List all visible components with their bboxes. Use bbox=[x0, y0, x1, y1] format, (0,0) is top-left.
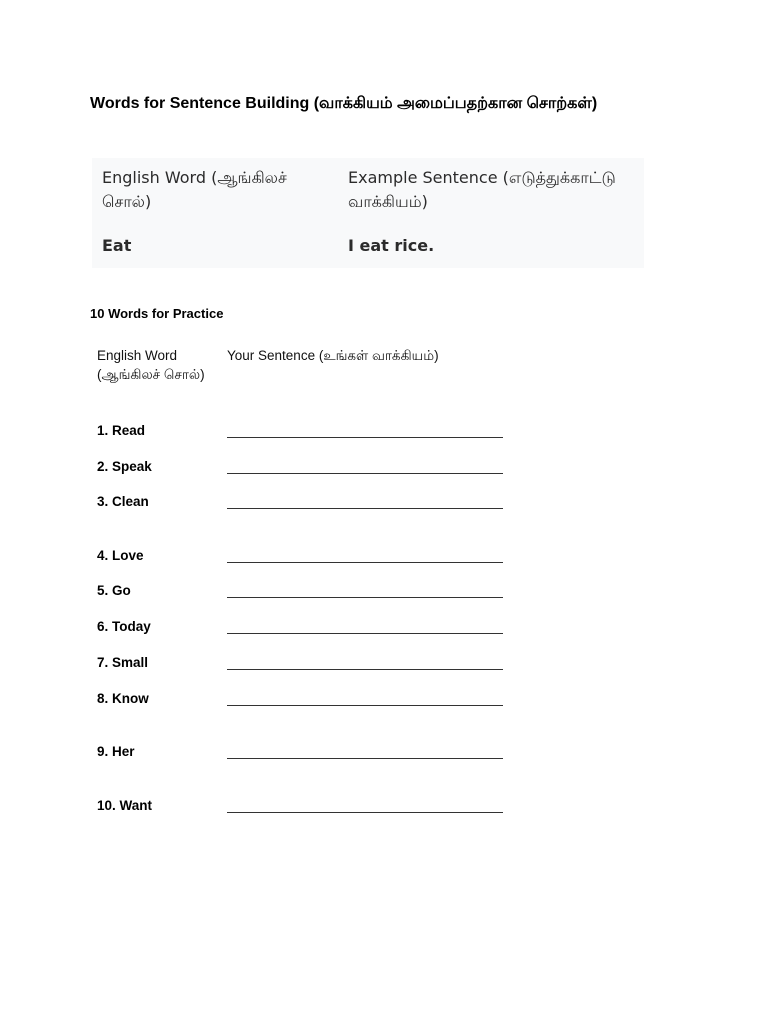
practice-word: 4. Love bbox=[97, 548, 144, 563]
practice-row bbox=[0, 691, 768, 711]
sentence-blank-line[interactable] bbox=[227, 562, 503, 563]
practice-col-sentence-header: Your Sentence (உங்கள் வாக்கியம்) bbox=[227, 348, 439, 363]
sentence-blank-line[interactable] bbox=[227, 758, 503, 759]
example-sentence: I eat rice. bbox=[348, 236, 435, 255]
practice-row bbox=[0, 548, 768, 568]
practice-row bbox=[0, 798, 768, 818]
practice-word: 9. Her bbox=[97, 744, 135, 759]
practice-row bbox=[0, 744, 768, 764]
page-title: Words for Sentence Building (வாக்கியம் அமைப்பதற்கான சொற்கள்) bbox=[90, 95, 598, 112]
practice-word: 2. Speak bbox=[97, 459, 152, 474]
example-col-english-header: English Word (ஆங்கிலச் சொல்) bbox=[102, 168, 287, 211]
sentence-blank-line[interactable] bbox=[227, 669, 503, 670]
practice-col-english-header: English Word (ஆங்கிலச் சொல்) bbox=[97, 348, 205, 382]
practice-row bbox=[0, 655, 768, 675]
sentence-blank-line[interactable] bbox=[227, 597, 503, 598]
sentence-blank-line[interactable] bbox=[227, 473, 503, 474]
sentence-blank-line[interactable] bbox=[227, 633, 503, 634]
practice-row bbox=[0, 619, 768, 639]
practice-title: 10 Words for Practice bbox=[90, 306, 224, 321]
practice-row bbox=[0, 494, 768, 514]
sentence-blank-line[interactable] bbox=[227, 705, 503, 706]
practice-row bbox=[0, 459, 768, 479]
example-word: Eat bbox=[102, 236, 132, 255]
sentence-blank-line[interactable] bbox=[227, 508, 503, 509]
practice-word: 1. Read bbox=[97, 423, 146, 438]
practice-word: 8. Know bbox=[97, 691, 149, 706]
example-table bbox=[92, 158, 644, 268]
practice-word: 5. Go bbox=[97, 583, 131, 598]
practice-row bbox=[0, 583, 768, 603]
practice-word: 3. Clean bbox=[97, 494, 149, 509]
practice-row bbox=[0, 423, 768, 443]
sentence-blank-line[interactable] bbox=[227, 437, 503, 438]
practice-word: 6. Today bbox=[97, 619, 151, 634]
example-col-sentence-header: Example Sentence (எடுத்துக்காட்டு வாக்கியம்) bbox=[348, 168, 616, 211]
practice-word: 7. Small bbox=[97, 655, 149, 670]
sentence-blank-line[interactable] bbox=[227, 812, 503, 813]
practice-word: 10. Want bbox=[97, 798, 153, 813]
